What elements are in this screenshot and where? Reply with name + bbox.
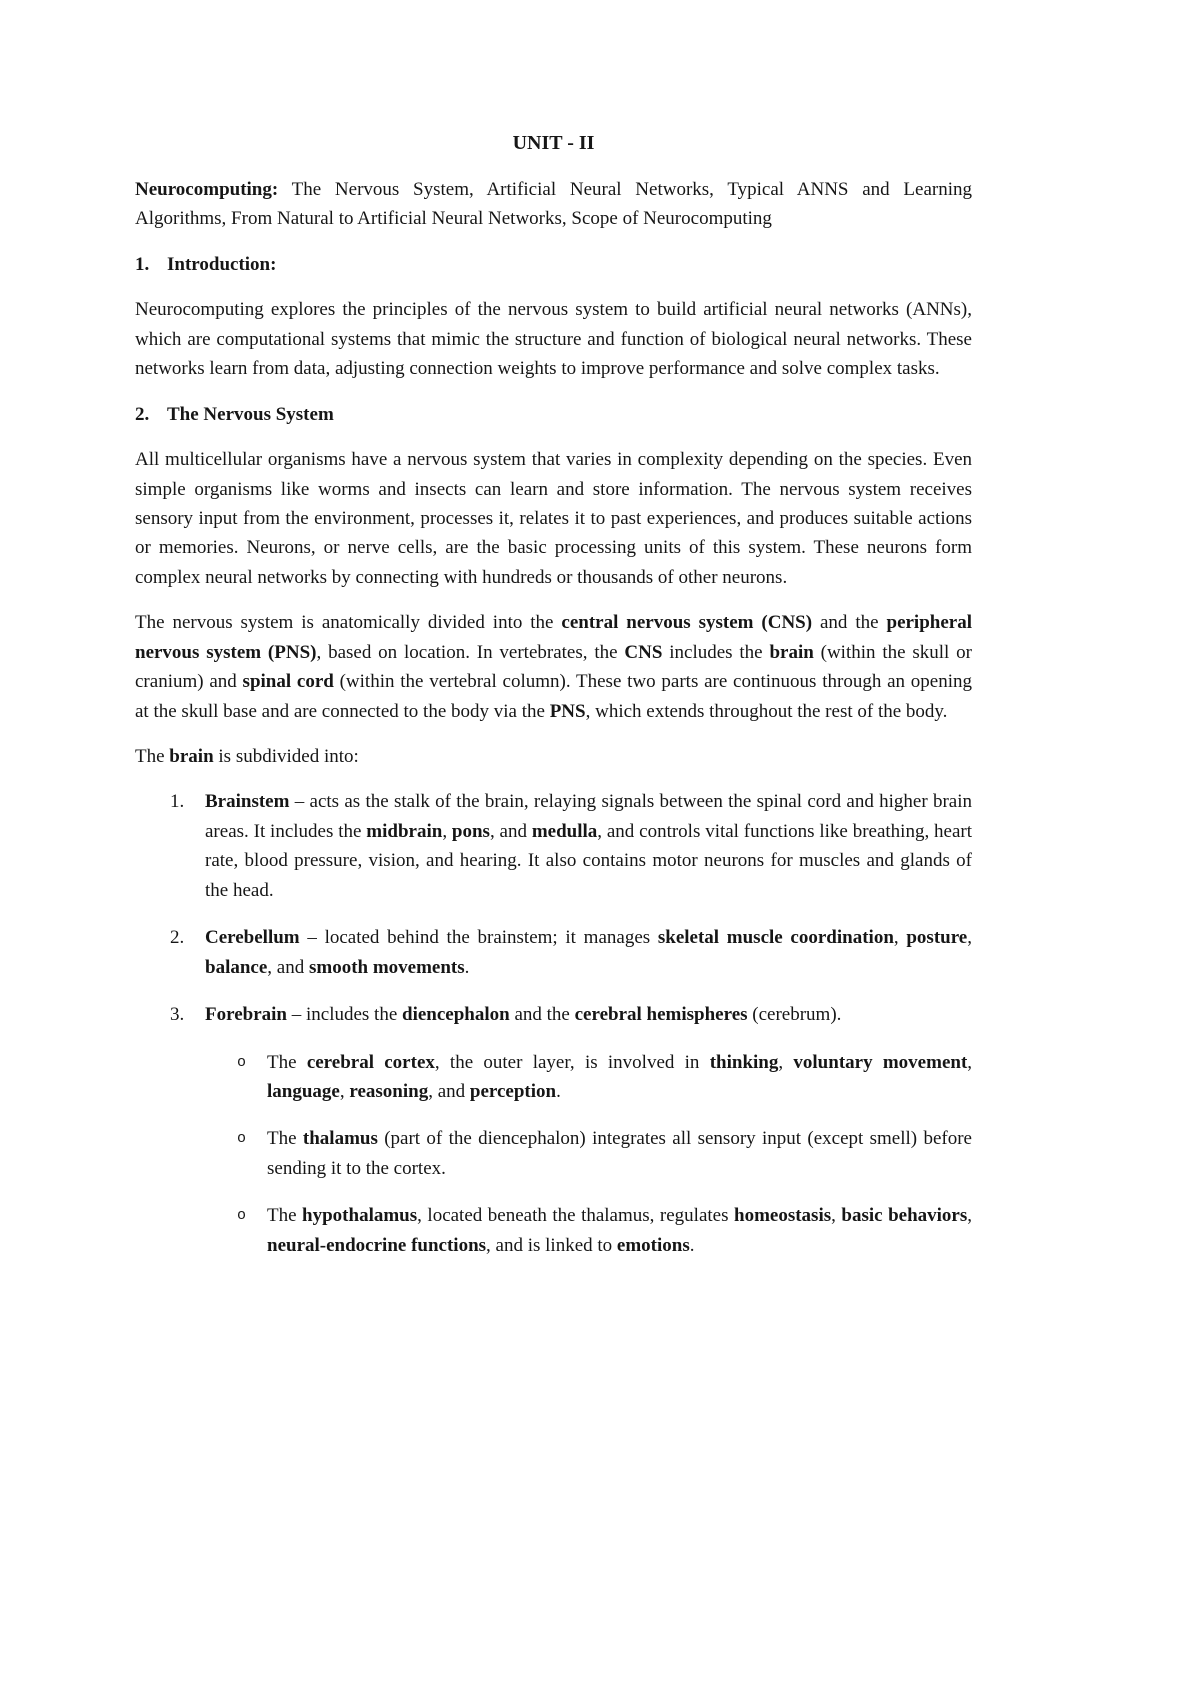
bold-text-run: skeletal muscle coordination — [657, 927, 894, 949]
text-run: , — [893, 927, 907, 949]
bold-text-run: neural-endocrine functions — [267, 1234, 487, 1256]
bullet-text — [267, 1124, 972, 1183]
bold-text-run: posture — [906, 927, 968, 949]
bold-text-run: thinking — [709, 1051, 779, 1073]
brain-subdivision-lead — [135, 742, 972, 771]
bold-text-run: peripheral nervous system (PNS) — [135, 612, 972, 663]
text-run: – includes the — [286, 1004, 403, 1026]
brain-list-item-brainstem — [170, 787, 972, 905]
text-run: The — [135, 746, 170, 767]
bold-text-run: emotions — [616, 1234, 690, 1256]
bold-text-run: language — [267, 1080, 340, 1102]
nervous-system-paragraph: All multicellular organisms have a nervous system that varies in complexity depending on the species. Even simple organisms like worms and insects can learn and store information. The nervous system receives sensory input from the environment, processes it, relates it to past experiences, and produces suitable actions or memories. Neurons, or nerve cells, are the basic processing units of this system. These neurons form complex neural networks by connecting with hundreds or thousands of other neurons. — [135, 449, 972, 588]
text-run: , and — [267, 956, 309, 978]
text-run: and the — [812, 612, 887, 634]
cns-pns-paragraph — [135, 608, 972, 726]
text-run: (within the vertebral column). These two parts are continuous through an opening at the skull base and are connected to the body via the — [135, 671, 972, 722]
text-run: The — [267, 1051, 307, 1073]
text-run: , and is linked to — [486, 1234, 617, 1256]
bold-text-run: hypothalamus — [302, 1205, 418, 1227]
list-item-text — [205, 787, 972, 905]
text-run: – acts as the stalk of the brain, relaying signals between the spinal cord and higher brain areas. It includes the — [205, 791, 972, 842]
bold-text-run: voluntary movement — [793, 1051, 968, 1073]
text-run: , — [967, 1051, 973, 1073]
bullet-text — [267, 1048, 972, 1107]
document-title: UNIT - II — [512, 132, 595, 154]
text-run: . — [464, 956, 470, 978]
introduction-paragraph: Neurocomputing explores the principles of the nervous system to build artificial neural networks (ANNs), which are computational systems that mimic the structure and function of biological neural networks. These networks learn from data, adjusting connection weights to improve performance and solve complex tasks. — [135, 299, 972, 380]
text-run: , — [967, 927, 972, 949]
text-run: , based on location. In vertebrates, the — [316, 641, 625, 663]
text-run: , and — [428, 1080, 470, 1102]
bold-text-run: midbrain — [366, 820, 443, 842]
bold-text-run: spinal cord — [242, 671, 334, 693]
text-run: The — [267, 1205, 303, 1227]
bold-text-run: cerebral hemispheres — [574, 1004, 748, 1026]
section-number: 2. — [135, 403, 150, 425]
list-number: 2. — [170, 927, 185, 949]
text-run: (part of the diencephalon) integrates all sensory input (except smell) before sending it to the cortex. — [267, 1128, 972, 1179]
bold-text-run: cerebral cortex — [306, 1051, 435, 1073]
text-run: (within the skull or cranium) and — [135, 641, 972, 693]
bold-text-run: smooth movements — [308, 956, 465, 978]
list-item-text — [205, 1000, 972, 1029]
bold-text-run: pons — [451, 820, 490, 842]
text-run: , — [831, 1205, 842, 1227]
text-run: (cerebrum). — [747, 1004, 842, 1026]
list-number: 3. — [170, 1004, 185, 1026]
bullet-text — [267, 1201, 972, 1260]
text-run: . — [556, 1080, 561, 1102]
section-title: The Nervous System — [167, 403, 334, 425]
text-run: , which extends throughout the rest of the body. — [585, 700, 948, 722]
bold-text-run: homeostasis — [734, 1205, 832, 1227]
bold-text-run: basic behaviors — [841, 1205, 968, 1227]
bold-text-run: Forebrain — [205, 1004, 287, 1026]
text-run: The — [267, 1128, 303, 1150]
text-run: The Nervous System, Artificial Neural Networks, Typical ANNS and Learning Algorithms, From Natural to Artificial Neural Networks, Scope of Neurocomputing — [135, 179, 972, 230]
text-run: , located beneath the thalamus, regulates — [417, 1205, 734, 1227]
bold-text-run: balance — [205, 956, 268, 978]
bold-text-run: reasoning — [349, 1080, 429, 1102]
bullet-marker: o — [237, 1130, 247, 1148]
text-run: , and — [489, 820, 532, 842]
brain-list-item-forebrain — [170, 1000, 972, 1029]
section-heading-nervous-system — [135, 400, 972, 429]
forebrain-bullet-cerebral-cortex — [237, 1048, 972, 1107]
text-run: , — [967, 1205, 972, 1227]
bullet-marker: o — [237, 1053, 247, 1071]
text-run: is subdivided into: — [213, 746, 359, 767]
forebrain-bullet-thalamus — [237, 1124, 972, 1183]
text-run: , and controls vital functions like breathing, heart rate, blood pressure, vision, and hearing. It also contains motor neurons for muscles and glands of the head. — [205, 820, 973, 901]
text-run: – located behind the brainstem; it manages — [299, 927, 658, 949]
course-description-paragraph — [135, 175, 972, 234]
bold-text-run: perception — [469, 1080, 557, 1102]
bold-text-run: thalamus — [302, 1128, 378, 1150]
brain-list-item-cerebellum — [170, 923, 972, 982]
text-run: , — [339, 1080, 350, 1102]
text-run: and the — [509, 1004, 575, 1026]
bold-text-run: CNS — [624, 641, 663, 663]
bold-text-run: brain — [769, 641, 814, 663]
section-number: 1. — [135, 253, 150, 275]
bold-text-run: Cerebellum — [205, 927, 300, 949]
text-run: , — [778, 1051, 794, 1073]
bold-text-run: central nervous system (CNS) — [561, 612, 813, 634]
section-title: Introduction: — [167, 253, 277, 275]
bold-text-run: Brainstem — [205, 791, 290, 813]
bullet-marker: o — [237, 1207, 247, 1225]
text-run: includes the — [662, 641, 770, 663]
bold-text-run: brain — [169, 746, 214, 767]
list-item-text — [205, 923, 972, 982]
list-number: 1. — [170, 791, 185, 813]
text-run: The nervous system is anatomically divided into the — [135, 612, 562, 634]
section-heading-introduction — [135, 250, 972, 279]
bold-text-run: PNS — [549, 700, 586, 722]
bold-text-run: diencephalon — [402, 1004, 510, 1026]
forebrain-bullet-hypothalamus — [237, 1201, 972, 1260]
text-run: . — [689, 1234, 695, 1256]
text-run: , the outer layer, is involved in — [434, 1051, 710, 1073]
text-run: , — [442, 820, 452, 842]
bold-text-run: medulla — [531, 820, 598, 842]
bold-text-run: Neurocomputing: — [135, 179, 279, 200]
